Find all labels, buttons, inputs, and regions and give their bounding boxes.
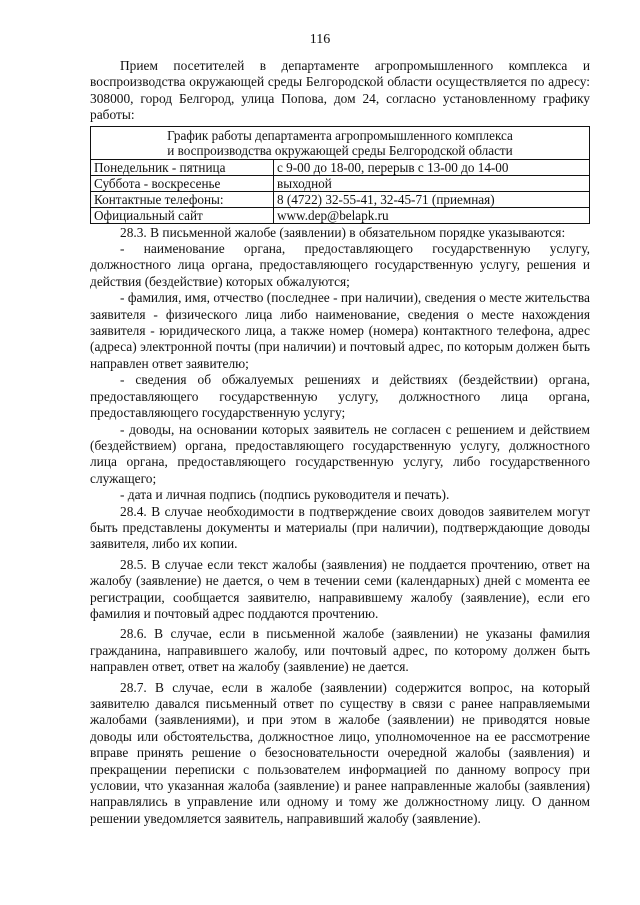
schedule-title-line-1: График работы департамента агропромышленного комплекса bbox=[167, 127, 513, 143]
schedule-value: 8 (4722) 32-55-41, 32-45-71 (приемная) bbox=[274, 191, 590, 207]
section-28-3-item: - дата и личная подпись (подпись руководителя и печать). bbox=[120, 487, 450, 503]
section-28-4: 28.4. В случае необходимости в подтверждение своих доводов заявителем могут быть представлены документы и материалы (при наличии), подтверждающие доводы заявителя, либо их копии. bbox=[90, 503, 590, 552]
document-body bbox=[90, 58, 590, 827]
schedule-row-weekend bbox=[91, 175, 590, 191]
schedule-label: Понедельник - пятница bbox=[91, 159, 274, 175]
schedule-title-line-2: и воспроизводства окружающей среды Белгородской области bbox=[167, 142, 513, 158]
intro-paragraph: Прием посетителей в департаменте агропромышленного комплекса и воспроизводства окружающей среды Белгородской области осуществляется по адресу: 308000, город Белгород, улица Попова, дом 24, согласно установленному графику работы: bbox=[90, 58, 590, 123]
schedule-value: выходной bbox=[274, 175, 590, 191]
schedule-value: с 9-00 до 18-00, перерыв с 13-00 до 14-00 bbox=[274, 159, 590, 175]
section-28-3-item: - сведения об обжалуемых решениях и действиях (бездействии) органа, предоставляющего государственную услугу, должностного лица органа, предоставляющего государственную услугу; bbox=[90, 372, 590, 421]
section-28-3-item: - фамилия, имя, отчество (последнее - при наличии), сведения о месте жительства заявителя - физического лица либо наименование, сведения о месте нахождения заявителя - юридического лица, а также номер (номера) контактного телефона, адрес (адреса) электронной почты (при наличии) и почтовый адрес, по которым должен быть направлен ответ заявителю; bbox=[90, 290, 590, 371]
section-28-3-lead: 28.3. В письменной жалобе (заявлении) в обязательном порядке указываются: bbox=[120, 224, 566, 240]
schedule-row-website bbox=[91, 207, 590, 223]
section-28-6: 28.6. В случае, если в письменной жалобе (заявлении) не указаны фамилия гражданина, направившего жалобу, или почтовый адрес, по которому должен быть направлен ответ, ответ на жалобу (заявление) не дается. bbox=[90, 626, 590, 675]
schedule-value: www.dep@belapk.ru bbox=[274, 207, 590, 223]
section-28-3-item: - доводы, на основании которых заявитель не согласен с решением и действием (бездействием) органа, предоставляющего государственную услугу, должностного лица органа, предоставляющего государственную услугу, либо государственного служащего; bbox=[90, 421, 590, 486]
section-28-7: 28.7. В случае, если в жалобе (заявлении) содержится вопрос, на который заявителю давался письменный ответ по существу в связи с ранее направляемыми жалобами (заявлениями), и при этом в жалобе (заявлении) не приводятся новые доводы или обстоятельства, должностное лицо, уполномоченное на ее рассмотрение вправе принять решение о безосновательности очередной жалобы (заявления) и прекращении переписки с пользователем информацией по данному вопросу при условии, что указанная жалоба (заявление) и ранее направленные жалобы (заявления) направлялись в управление или одному и тому же должностному лицу. О данном решении уведомляется заявитель, направивший жалобу (заявление). bbox=[90, 679, 590, 826]
schedule-label: Контактные телефоны: bbox=[91, 191, 274, 207]
page-number: 116 bbox=[309, 32, 331, 47]
schedule-title bbox=[91, 126, 590, 159]
section-28-3-item: - наименование органа, предоставляющего государственную услугу, должностного лица органа, предоставляющего государственную услугу, решения и действия (бездействие) которых обжалуются; bbox=[90, 241, 590, 289]
schedule-label: Суббота - воскресенье bbox=[91, 175, 274, 191]
section-28-5: 28.5. В случае если текст жалобы (заявления) не поддается прочтению, ответ на жалобу (заявление) не дается, о чем в течении семи (календарных) дней с момента ее регистрации, сообщается заявителю, направившему жалобу (заявление), если его фамилия и почтовый адрес поддаются прочтению. bbox=[90, 556, 590, 621]
schedule-row-phones bbox=[91, 191, 590, 207]
work-schedule-table bbox=[90, 126, 590, 224]
schedule-header-row bbox=[91, 126, 590, 159]
schedule-row-weekdays bbox=[91, 159, 590, 175]
schedule-label: Официальный сайт bbox=[91, 207, 274, 223]
